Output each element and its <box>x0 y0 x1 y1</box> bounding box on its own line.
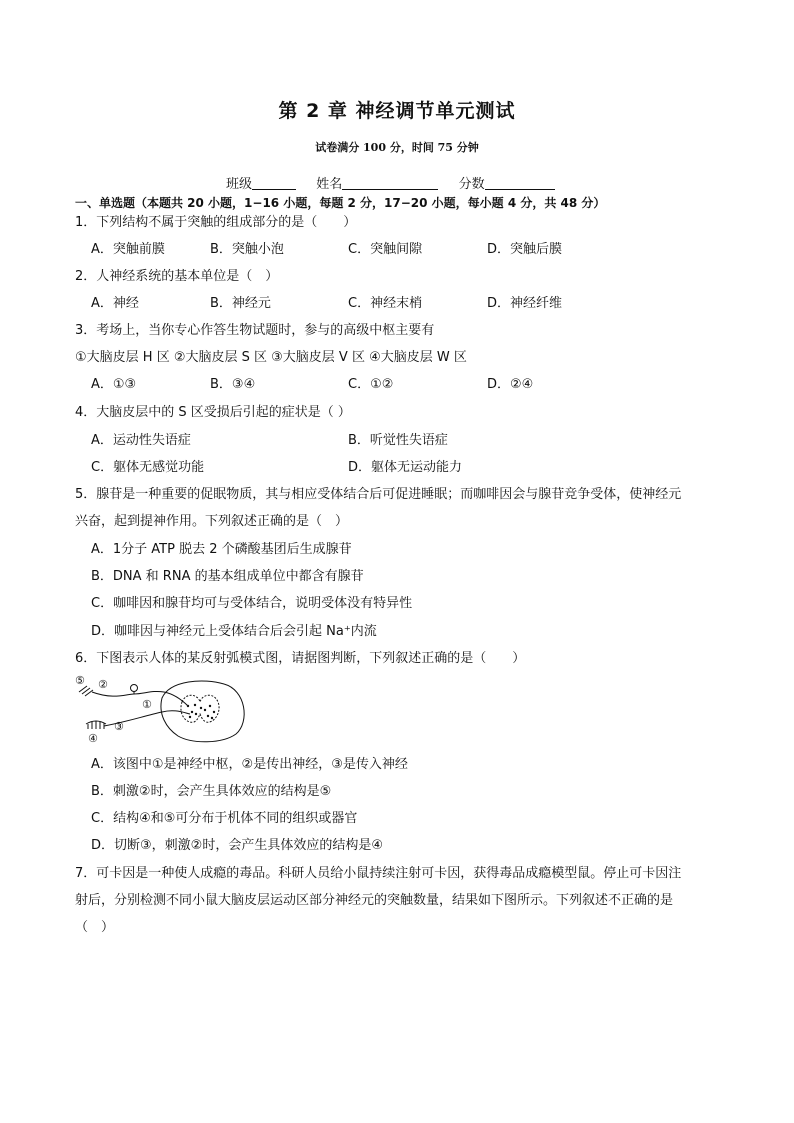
effector-hatch <box>86 721 106 729</box>
q1-option-a[interactable]: A．突触前膜 <box>91 242 165 257</box>
grey-matter-dots <box>187 704 215 719</box>
q3-option-a[interactable]: A．①③ <box>91 377 137 392</box>
question-7-stem: 7．可卡因是一种使人成瘾的毒品。科研人员给小鼠持续注射可卡因，获得毒品成瘾模型鼠。停止可卡因注 <box>75 866 682 881</box>
student-info-line <box>226 173 555 192</box>
q1-option-d[interactable]: D．突触后膜 <box>487 242 563 257</box>
q1-option-c[interactable]: C．突触间隙 <box>348 242 423 257</box>
q6-option-b[interactable]: B．刺激②时，会产生具体效应的结构是⑤ <box>91 784 332 799</box>
afferent-nerve-path <box>92 691 188 706</box>
q3-option-b[interactable]: B．③④ <box>210 377 256 392</box>
class-label: 班级 <box>226 177 253 192</box>
reflex-arc-diagram <box>74 672 254 746</box>
q2-option-a[interactable]: A．神经 <box>91 296 139 311</box>
question-5-stem: 5．腺苷是一种重要的促眠物质，其与相应受体结合后可促进睡眠；而咖啡因会与腺苷竞争受体，使神经元 <box>75 487 682 502</box>
question-3-stem: 3．考场上，当你专心作答生物试题时，参与的高级中枢主要有 <box>75 323 435 338</box>
diagram-label-5: ⑤ <box>75 674 85 687</box>
q5-option-c[interactable]: C．咖啡因和腺苷均可与受体结合，说明受体没有特异性 <box>91 596 413 611</box>
q6-option-c[interactable]: C．结构④和⑤可分布于机体不同的组织或器官 <box>91 811 358 826</box>
spinal-cord-outline <box>161 681 244 742</box>
q4-option-d[interactable]: D．躯体无运动能力 <box>348 460 463 475</box>
q5-option-b[interactable]: B．DNA 和 RNA 的基本组成单位中都含有腺苷 <box>91 569 364 584</box>
name-label: 姓名 <box>316 177 343 192</box>
class-blank[interactable] <box>252 175 296 190</box>
score-label: 分数 <box>458 177 485 192</box>
q3-option-d[interactable]: D．②④ <box>487 377 534 392</box>
exam-subtitle: 试卷满分 100 分，时间 75 分钟 <box>315 141 479 154</box>
q4-option-a[interactable]: A．运动性失语症 <box>91 433 191 448</box>
question-7-answer-blank: （ ） <box>75 920 115 935</box>
q2-option-b[interactable]: B．神经元 <box>210 296 271 311</box>
question-5-stem-line2: 兴奋，起到提神作用。下列叙述正确的是（ ） <box>75 514 349 529</box>
q4-option-c[interactable]: C．躯体无感觉功能 <box>91 460 205 475</box>
diagram-label-4: ④ <box>88 732 98 745</box>
q5-option-d[interactable]: D．咖啡因与神经元上受体结合后会引起 Na⁺内流 <box>91 624 377 639</box>
diagram-label-1: ① <box>142 698 152 711</box>
diagram-label-2: ② <box>98 678 108 691</box>
question-3-choices-line: ①大脑皮层 H 区 ②大脑皮层 S 区 ③大脑皮层 V 区 ④大脑皮层 W 区 <box>75 350 467 365</box>
grey-matter <box>181 695 219 722</box>
question-1-stem: 1．下列结构不属于突触的组成部分的是（ ） <box>75 215 357 230</box>
question-2-stem: 2．人神经系统的基本单位是（ ） <box>75 269 279 284</box>
q6-option-a[interactable]: A．该图中①是神经中枢，②是传出神经，③是传入神经 <box>91 757 408 772</box>
question-6-stem: 6．下图表示人体的某反射弧模式图，请据图判断，下列叙述正确的是（ ） <box>75 651 526 666</box>
q2-option-c[interactable]: C．神经末梢 <box>348 296 423 311</box>
q5-option-a[interactable]: A．1分子 ATP 脱去 2 个磷酸基团后生成腺苷 <box>91 542 352 557</box>
q4-option-b[interactable]: B．听觉性失语症 <box>348 433 448 448</box>
diagram-label-3: ③ <box>114 720 124 733</box>
q3-option-c[interactable]: C．①② <box>348 377 394 392</box>
receptor-hatch <box>79 686 93 696</box>
page-title: 第 2 章 神经调节单元测试 <box>278 100 516 122</box>
ganglion <box>131 685 138 692</box>
q2-option-d[interactable]: D．神经纤维 <box>487 296 563 311</box>
q6-option-d[interactable]: D．切断③，刺激②时，会产生具体效应的结构是④ <box>91 838 383 853</box>
q1-option-b[interactable]: B．突触小泡 <box>210 242 284 257</box>
question-7-stem-line2: 射后，分别检测不同小鼠大脑皮层运动区部分神经元的突触数量，结果如下图所示。下列叙述不正确的是 <box>75 893 674 908</box>
section-heading: 一、单选题（本题共 20 小题，1−16 小题，每题 2 分，17−20 小题，每小题 4 分，共 48 分） <box>75 196 606 210</box>
question-4-stem: 4．大脑皮层中的 S 区受损后引起的症状是（ ） <box>75 405 351 420</box>
score-blank[interactable] <box>485 175 555 190</box>
name-blank[interactable] <box>342 175 438 190</box>
